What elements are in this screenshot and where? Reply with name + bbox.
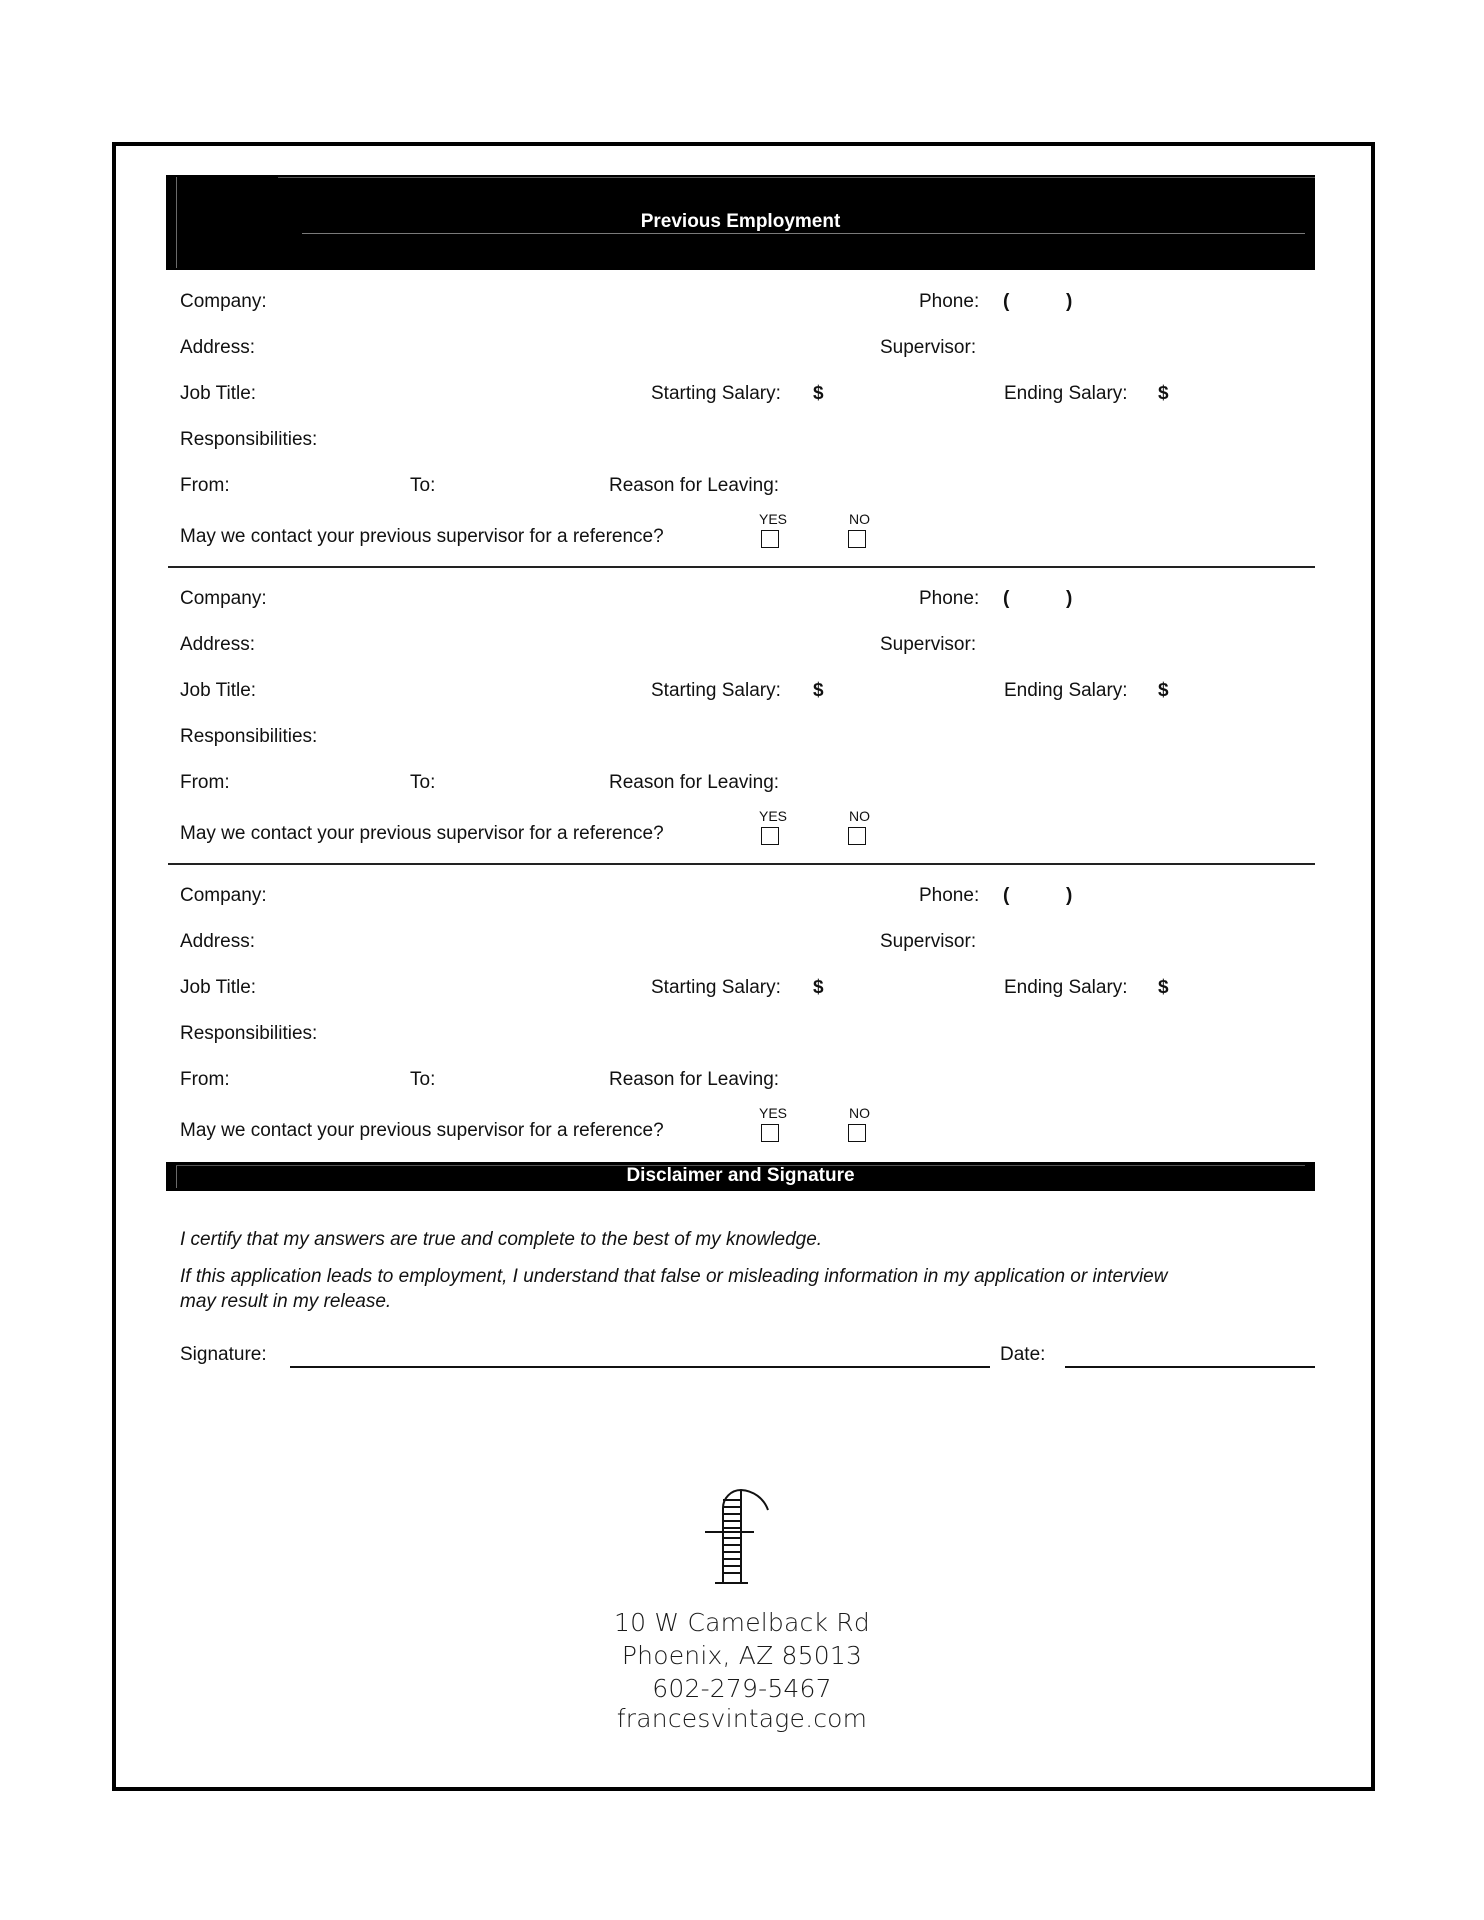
phone-label: Phone:	[919, 885, 980, 906]
block-divider	[168, 566, 1315, 568]
to-label: To:	[410, 772, 436, 793]
no-label: NO	[849, 511, 870, 527]
phone-area-open: (	[1003, 588, 1010, 609]
starting-salary-label: Starting Salary:	[651, 977, 781, 998]
signature-label: Signature:	[180, 1344, 267, 1365]
phone-area-open: (	[1003, 291, 1010, 312]
section-title: Previous Employment	[640, 211, 841, 232]
supervisor-label: Supervisor:	[880, 931, 977, 952]
yes-label: YES	[759, 808, 788, 824]
phone-label: Phone:	[919, 588, 980, 609]
yes-label: YES	[759, 511, 788, 527]
release-statement-line2: may result in my release.	[180, 1291, 392, 1312]
to-label: To:	[410, 475, 436, 496]
date-label: Date:	[1000, 1344, 1046, 1365]
contact-reference-question: May we contact your previous supervisor for a reference?	[180, 526, 664, 547]
header-underline-3	[998, 233, 1305, 234]
phone-area-open: (	[1003, 885, 1010, 906]
footer-address-line1: 10 W Camelback Rd	[614, 1608, 870, 1637]
responsibilities-label: Responsibilities:	[180, 726, 318, 747]
ending-salary-label: Ending Salary:	[1004, 383, 1128, 404]
contact-yes-checkbox[interactable]	[761, 827, 779, 845]
from-label: From:	[180, 475, 230, 496]
reason-for-leaving-label: Reason for Leaving:	[609, 475, 780, 496]
ending-salary-currency: $	[1158, 680, 1169, 701]
contact-no-checkbox[interactable]	[848, 827, 866, 845]
responsibilities-label: Responsibilities:	[180, 429, 318, 450]
company-label: Company:	[180, 885, 267, 906]
ending-salary-label: Ending Salary:	[1004, 680, 1128, 701]
supervisor-label: Supervisor:	[880, 337, 977, 358]
frances-logo-icon	[700, 1480, 780, 1589]
footer-website[interactable]: francesvintage.com	[616, 1704, 868, 1733]
address-label: Address:	[180, 337, 255, 358]
starting-salary-label: Starting Salary:	[651, 680, 781, 701]
section-title: Disclaimer and Signature	[626, 1165, 855, 1186]
yes-label: YES	[759, 1105, 788, 1121]
certify-statement: I certify that my answers are true and complete to the best of my knowledge.	[180, 1229, 823, 1250]
company-label: Company:	[180, 291, 267, 312]
ending-salary-currency: $	[1158, 977, 1169, 998]
section-header-disclaimer	[166, 1162, 1315, 1191]
phone-area-close: )	[1066, 588, 1073, 609]
starting-salary-currency: $	[813, 977, 824, 998]
signature-field[interactable]	[290, 1366, 990, 1368]
phone-area-close: )	[1066, 885, 1073, 906]
to-label: To:	[410, 1069, 436, 1090]
no-label: NO	[849, 808, 870, 824]
release-statement-line1: If this application leads to employment, I understand that false or misleading information in my application or interview	[180, 1266, 1168, 1287]
contact-reference-question: May we contact your previous supervisor for a reference?	[180, 823, 664, 844]
no-label: NO	[849, 1105, 870, 1121]
phone-area-close: )	[1066, 291, 1073, 312]
company-label: Company:	[180, 588, 267, 609]
job-title-label: Job Title:	[180, 977, 257, 998]
contact-no-checkbox[interactable]	[848, 530, 866, 548]
starting-salary-label: Starting Salary:	[651, 383, 781, 404]
contact-yes-checkbox[interactable]	[761, 530, 779, 548]
contact-reference-question: May we contact your previous supervisor for a reference?	[180, 1120, 664, 1141]
block-divider	[168, 863, 1315, 865]
supervisor-label: Supervisor:	[880, 634, 977, 655]
address-label: Address:	[180, 931, 255, 952]
ending-salary-label: Ending Salary:	[1004, 977, 1128, 998]
section-header-previous-employment	[166, 175, 1315, 270]
address-label: Address:	[180, 634, 255, 655]
footer-phone: 602-279-5467	[652, 1674, 832, 1703]
starting-salary-currency: $	[813, 383, 824, 404]
header-underline-2	[866, 233, 986, 234]
footer-address-line2: Phoenix, AZ 85013	[621, 1641, 863, 1670]
from-label: From:	[180, 1069, 230, 1090]
reason-for-leaving-label: Reason for Leaving:	[609, 1069, 780, 1090]
reason-for-leaving-label: Reason for Leaving:	[609, 772, 780, 793]
date-field[interactable]	[1065, 1366, 1315, 1368]
contact-no-checkbox[interactable]	[848, 1124, 866, 1142]
contact-yes-checkbox[interactable]	[761, 1124, 779, 1142]
phone-label: Phone:	[919, 291, 980, 312]
ending-salary-currency: $	[1158, 383, 1169, 404]
header-top-rule	[278, 177, 1315, 178]
job-title-label: Job Title:	[180, 680, 257, 701]
from-label: From:	[180, 772, 230, 793]
responsibilities-label: Responsibilities:	[180, 1023, 318, 1044]
starting-salary-currency: $	[813, 680, 824, 701]
job-title-label: Job Title:	[180, 383, 257, 404]
